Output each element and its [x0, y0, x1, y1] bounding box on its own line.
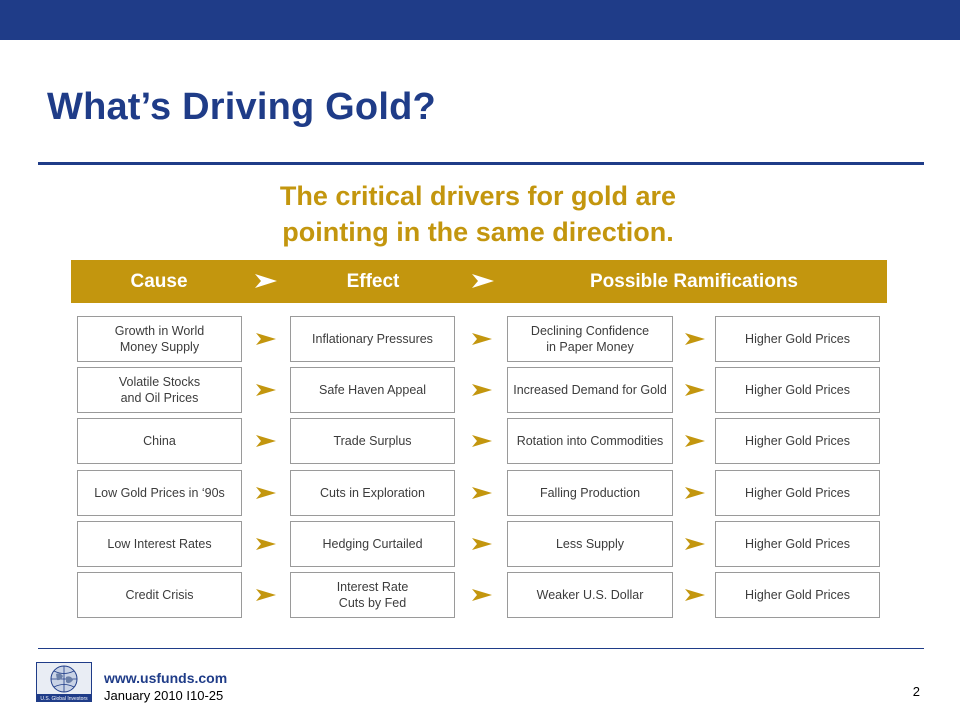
effect-cell: Safe Haven Appeal	[290, 367, 455, 413]
globe-logo-icon	[36, 662, 92, 702]
chevron-arrow-icon	[685, 487, 705, 499]
chevron-arrow-icon	[472, 589, 492, 601]
chevron-arrow-icon	[472, 384, 492, 396]
result-cell: Higher Gold Prices	[715, 470, 880, 516]
ramification-cell: Weaker U.S. Dollar	[507, 572, 673, 618]
effect-cell: Inflationary Pressures	[290, 316, 455, 362]
header-arrow-icon	[472, 274, 494, 288]
page-number: 2	[912, 684, 920, 699]
chevron-arrow-icon	[472, 333, 492, 345]
ramification-cell: Increased Demand for Gold	[507, 367, 673, 413]
result-cell: Higher Gold Prices	[715, 418, 880, 464]
header-ramifications: Possible Ramifications	[589, 271, 798, 292]
logo-text: U.S. Global Investors	[40, 696, 88, 702]
result-cell: Higher Gold Prices	[715, 316, 880, 362]
subtitle-line-1: The critical drivers for gold are	[279, 181, 677, 211]
chevron-arrow-icon	[685, 538, 705, 550]
chevron-arrow-icon	[685, 589, 705, 601]
chevron-arrow-icon	[256, 435, 276, 447]
cause-cell: China	[77, 418, 242, 464]
header-cause: Cause	[130, 271, 188, 292]
cause-cell: Low Gold Prices in ‘90s	[77, 470, 242, 516]
effect-cell: Hedging Curtailed	[290, 521, 455, 567]
chevron-arrow-icon	[685, 384, 705, 396]
ramification-cell: Rotation into Commodities	[507, 418, 673, 464]
footer-url-link[interactable]: www.usfunds.com	[104, 670, 228, 686]
cause-cell: Growth in World Money Supply	[77, 316, 242, 362]
ramification-cell: Less Supply	[507, 521, 673, 567]
title-divider	[38, 162, 924, 165]
ramification-cell: Falling Production	[507, 470, 673, 516]
header-effect: Effect	[346, 271, 400, 292]
effect-cell: Trade Surplus	[290, 418, 455, 464]
chevron-arrow-icon	[472, 435, 492, 447]
footer-divider	[38, 648, 924, 649]
chevron-arrow-icon	[256, 487, 276, 499]
chevron-arrow-icon	[256, 589, 276, 601]
effect-cell: Cuts in Exploration	[290, 470, 455, 516]
result-cell: Higher Gold Prices	[715, 367, 880, 413]
result-cell: Higher Gold Prices	[715, 521, 880, 567]
cause-cell: Low Interest Rates	[77, 521, 242, 567]
effect-cell: Interest Rate Cuts by Fed	[290, 572, 455, 618]
footer-date: January 2010 I10-25	[104, 688, 224, 703]
top-banner	[0, 0, 960, 40]
header-arrow-icon	[255, 274, 277, 288]
chevron-arrow-icon	[256, 538, 276, 550]
result-cell: Higher Gold Prices	[715, 572, 880, 618]
chevron-arrow-icon	[472, 487, 492, 499]
table-header	[71, 260, 887, 303]
chevron-arrow-icon	[685, 333, 705, 345]
cause-cell: Volatile Stocks and Oil Prices	[77, 367, 242, 413]
cause-cell: Credit Crisis	[77, 572, 242, 618]
chevron-arrow-icon	[256, 333, 276, 345]
chevron-arrow-icon	[685, 435, 705, 447]
slide-title: What’s Driving Gold?	[47, 86, 436, 128]
subtitle-line-2: pointing in the same direction.	[282, 217, 674, 247]
ramification-cell: Declining Confidence in Paper Money	[507, 316, 673, 362]
chevron-arrow-icon	[472, 538, 492, 550]
chevron-arrow-icon	[256, 384, 276, 396]
subtitle	[0, 178, 956, 250]
